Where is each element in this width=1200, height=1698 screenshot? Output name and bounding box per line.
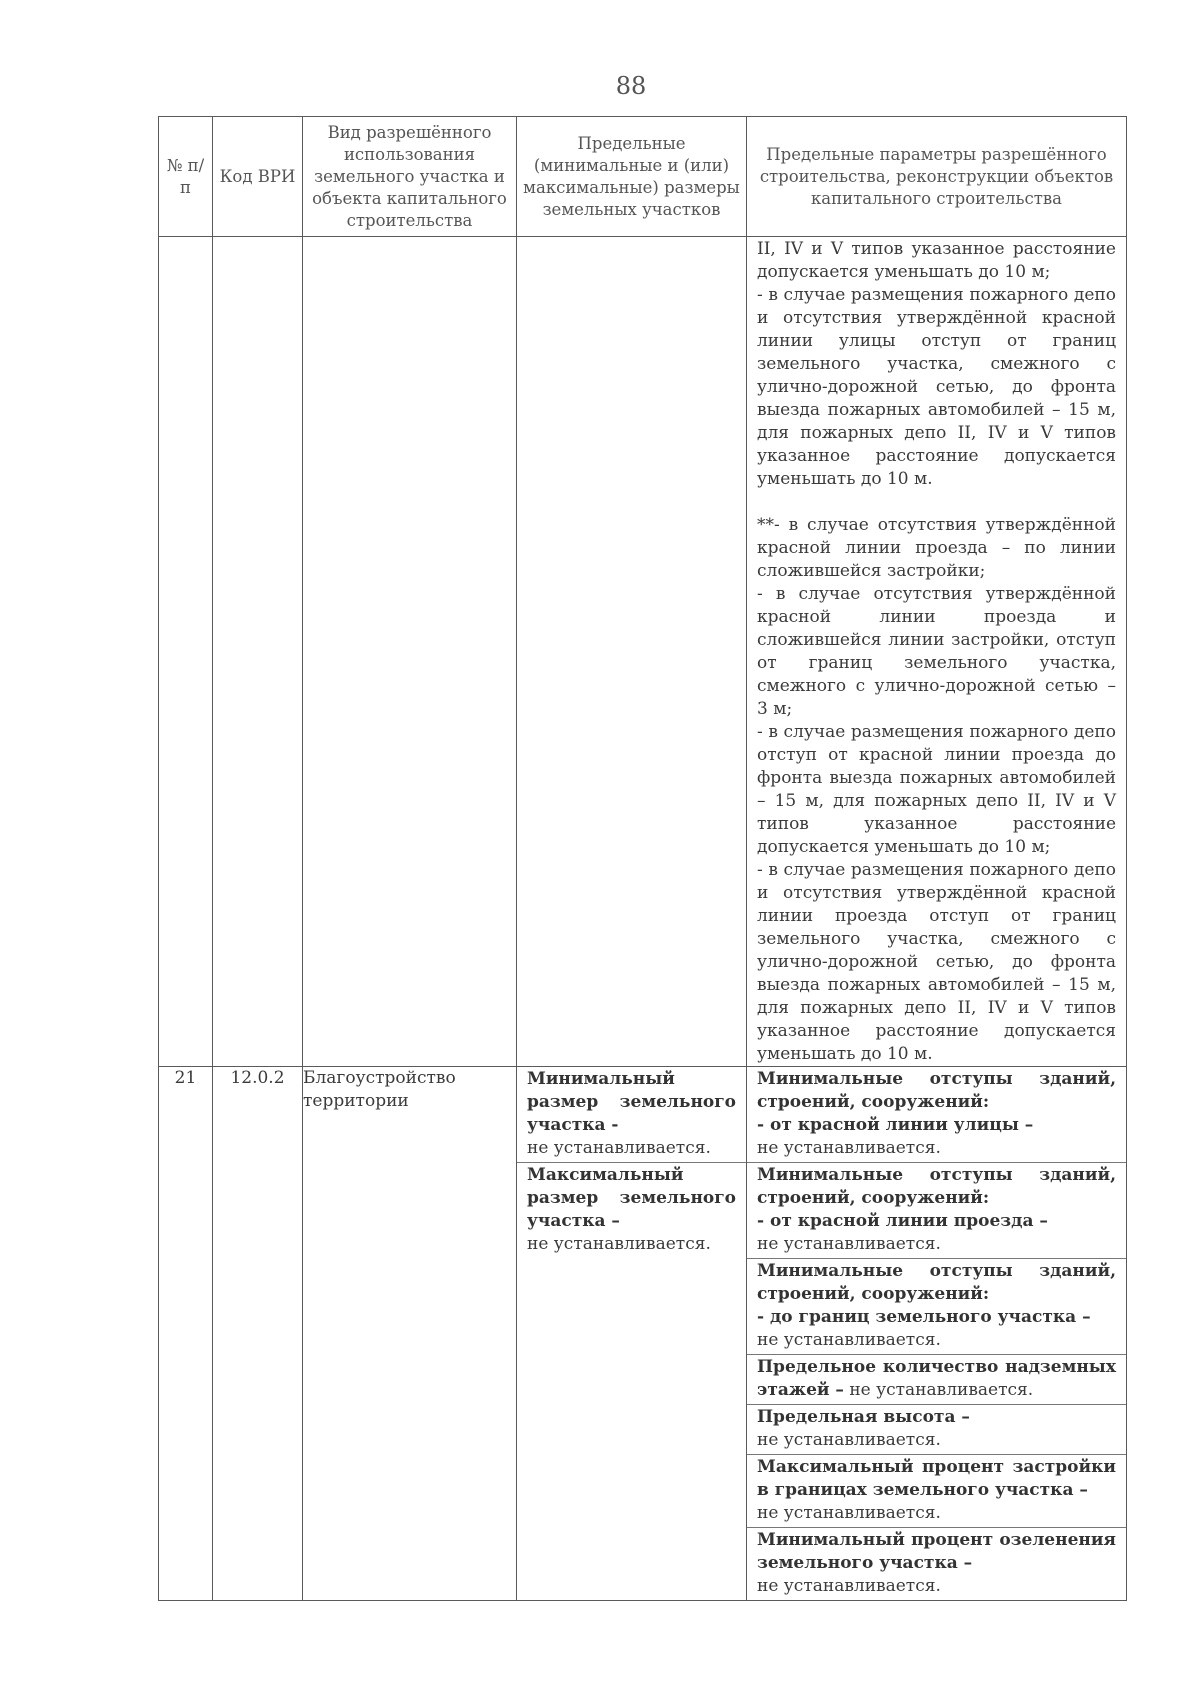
row-number: 21 <box>159 1067 213 1601</box>
param-subtitle: - от красной линии проезда – <box>757 1211 1048 1231</box>
lot-min-value: не устанавливается. <box>527 1138 711 1158</box>
param-value: не устанавливается. <box>757 1503 941 1523</box>
row-params <box>747 1067 1127 1601</box>
param-value: не устанавливается. <box>757 1234 941 1254</box>
param-value: не устанавливается. <box>849 1380 1034 1400</box>
header-code: Код ВРИ <box>213 117 303 237</box>
cont-params-cell <box>747 237 1127 1067</box>
cont-paragraph: - в случае размещения пожарного депо отступ от красной линии проезда до фронта выезда пожарных автомобилей – 15 м, для пожарных депо II, IV и V типов указанное расстояние допускается уменьшать до 10 м; <box>757 722 1116 857</box>
header-row <box>159 117 1127 237</box>
param-block <box>747 1528 1126 1600</box>
zoning-table <box>158 116 1127 1601</box>
lot-max-value: не устанавливается. <box>527 1234 711 1254</box>
lot-max <box>517 1163 746 1258</box>
row-code: 12.0.2 <box>213 1067 303 1601</box>
param-block <box>747 1455 1126 1528</box>
row-lot-sizes <box>517 1067 747 1601</box>
table-row-21 <box>159 1067 1127 1601</box>
cont-paragraph: - в случае отсутствия утверждённой красной линии проезда и сложившейся линии застройки, отступ от границ земельного участка, смежного с улично-дорожной сетью – 3 м; <box>757 584 1116 719</box>
lot-max-title: Максимальный размер земельного участка – <box>527 1165 736 1231</box>
header-sizes: Предельные (минимальные и (или) максимальные) размеры земельных участков <box>517 117 747 237</box>
cont-paragraph: **- в случае отсутствия утверждённой красной линии проезда – по линии сложившейся застройки; <box>757 515 1116 581</box>
continuation-row <box>159 237 1127 1067</box>
header-vri: Вид разрешённого использования земельного участка и объекта капитального строительства <box>303 117 517 237</box>
param-block <box>747 1163 1126 1259</box>
cont-paragraph: - в случае размещения пожарного депо и отсутствия утверждённой красной линии проезда отступ от границ земельного участка, смежного с улично-дорожной сетью, до фронта выезда пожарных автомобилей – 15 м, для пожарных депо II, IV и V типов указанное расстояние допускается уменьшать до 10 м. <box>757 860 1116 1064</box>
header-params: Предельные параметры разрешённого строительства, реконструкции объектов капитального строительства <box>747 117 1127 237</box>
lot-min-title: Минимальный размер земельного участка - <box>527 1069 736 1135</box>
param-block <box>747 1259 1126 1355</box>
param-title: Предельная высота – <box>757 1407 970 1427</box>
param-subtitle: - до границ земельного участка – <box>757 1307 1091 1327</box>
param-value: не устанавливается. <box>757 1576 941 1596</box>
param-block <box>747 1067 1126 1163</box>
param-value: не устанавливается. <box>757 1138 941 1158</box>
cont-paragraph: - в случае размещения пожарного депо и отсутствия утверждённой красной линии улицы отступ от границ земельного участка, смежного с улично-дорожной сетью, до фронта выезда пожарных автомобилей – 15 м, для пожарных депо II, IV и V типов указанное расстояние допускается уменьшать до 10 м. <box>757 285 1116 489</box>
param-title: Предельное количество надземных этажей – <box>757 1357 1116 1400</box>
param-title: Минимальные отступы зданий, строений, сооружений: <box>757 1069 1116 1112</box>
param-title: Минимальный процент озеленения земельного участка – <box>757 1530 1116 1573</box>
header-num: № п/п <box>159 117 213 237</box>
cont-code-cell <box>213 237 303 1067</box>
cont-paragraph: II, IV и V типов указанное расстояние допускается уменьшать до 10 м; <box>757 239 1116 282</box>
cont-sizes-cell <box>517 237 747 1067</box>
param-subtitle: - от красной линии улицы – <box>757 1115 1034 1135</box>
cont-num-cell <box>159 237 213 1067</box>
param-title: Минимальные отступы зданий, строений, сооружений: <box>757 1165 1116 1208</box>
param-title: Максимальный процент застройки в границах земельного участка – <box>757 1457 1116 1500</box>
row-vri-name: Благоустройство территории <box>303 1067 517 1601</box>
lot-min <box>517 1067 746 1163</box>
param-block <box>747 1405 1126 1455</box>
param-block <box>747 1355 1126 1405</box>
param-title: Минимальные отступы зданий, строений, сооружений: <box>757 1261 1116 1304</box>
cont-vri-cell <box>303 237 517 1067</box>
param-value: не устанавливается. <box>757 1430 941 1450</box>
page-number: 88 <box>615 72 647 100</box>
param-value: не устанавливается. <box>757 1330 941 1350</box>
